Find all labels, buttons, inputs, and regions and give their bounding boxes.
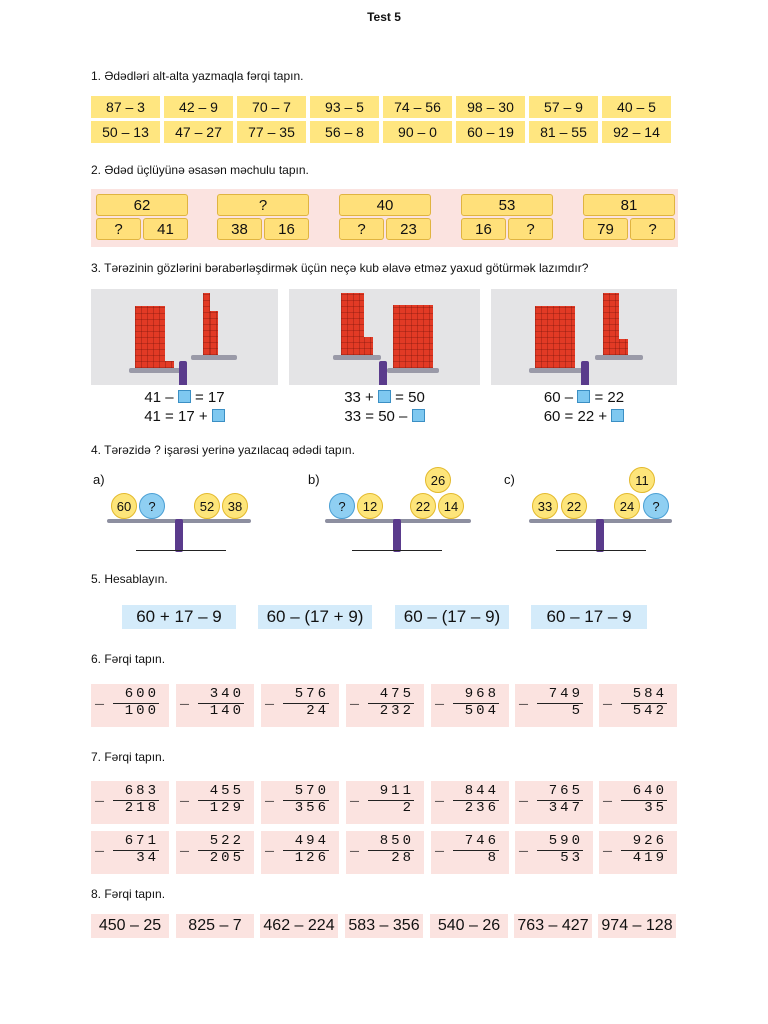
- minus-sign: _: [95, 788, 105, 805]
- triple-part: ?: [508, 218, 553, 240]
- minuend: 765: [548, 783, 583, 799]
- equation-text: 41 = 17 +: [144, 408, 208, 425]
- task-6-heading: 6. Fərqi tapın.: [91, 652, 166, 666]
- subtraction-card: [515, 781, 593, 824]
- subtraction-card: [346, 831, 424, 874]
- minus-sign: _: [350, 788, 360, 805]
- minus-sign: _: [435, 691, 445, 708]
- triple-part: 16: [461, 218, 506, 240]
- number-triple: [461, 194, 553, 240]
- minus-sign: _: [519, 691, 529, 708]
- subtraction-card: [261, 781, 339, 824]
- subtraction-card: [91, 831, 169, 874]
- balance-panel: [289, 289, 480, 428]
- equation-text: = 22: [594, 389, 625, 406]
- task-1-grid: [91, 96, 671, 143]
- part-label: b): [308, 472, 320, 487]
- equation-text: 60 = 22 +: [543, 408, 608, 425]
- unknown-ball: ?: [139, 493, 165, 519]
- minuend: 576: [294, 686, 329, 702]
- subtrahend: 53: [560, 850, 583, 866]
- subtraction-card: [599, 781, 677, 824]
- part-label: a): [93, 472, 105, 487]
- minuend: 640: [632, 783, 667, 799]
- expression-box: 60 + 17 – 9: [122, 605, 236, 629]
- equation-text: 41 –: [144, 389, 174, 406]
- page-title: Test 5: [367, 10, 401, 24]
- cube-stack: [165, 361, 174, 368]
- subtraction-card: [261, 831, 339, 874]
- minus-sign: _: [265, 691, 275, 708]
- scale-stand: [175, 519, 183, 552]
- subtraction-card: [91, 684, 169, 727]
- subtrahend: 2: [402, 800, 414, 816]
- number-ball: 52: [194, 493, 220, 519]
- task-2-heading: 2. Ədəd üçlüyünə əsasən məchulu tapın.: [91, 163, 309, 177]
- minus-sign: _: [95, 838, 105, 855]
- blank-box: [412, 409, 425, 422]
- cube-stack: [364, 337, 373, 355]
- expression-cell: 74 – 56: [383, 96, 452, 118]
- subtraction-card: [176, 684, 254, 727]
- triple-part: 16: [264, 218, 309, 240]
- triple-part: 38: [217, 218, 262, 240]
- expression-box: 825 – 7: [176, 914, 254, 938]
- cube-stack: [135, 306, 165, 368]
- subtrahend: 236: [464, 800, 499, 816]
- scale-pan: [191, 355, 237, 360]
- minus-sign: _: [603, 788, 613, 805]
- blank-box: [212, 409, 225, 422]
- expression-cell: 50 – 13: [91, 121, 160, 143]
- triple-part: 23: [386, 218, 431, 240]
- subtraction-card: [515, 831, 593, 874]
- minus-sign: _: [603, 838, 613, 855]
- scale-pan: [387, 368, 439, 373]
- subtraction-card: [176, 781, 254, 824]
- balance-panel: [491, 289, 677, 428]
- scale-pan: [529, 368, 587, 373]
- minus-sign: _: [180, 838, 190, 855]
- number-ball: 14: [438, 493, 464, 519]
- task-5-heading: 5. Hesablayın.: [91, 572, 168, 586]
- unknown-ball: ?: [643, 493, 669, 519]
- task-8-heading: 8. Fərqi tapın.: [91, 887, 166, 901]
- part-label: c): [504, 472, 515, 487]
- cube-stack: [203, 293, 210, 355]
- number-ball: 33: [532, 493, 558, 519]
- equation-text: = 17: [194, 389, 225, 406]
- minus-sign: _: [519, 788, 529, 805]
- expression-cell: 70 – 7: [237, 96, 306, 118]
- minus-sign: _: [265, 838, 275, 855]
- cube-stack: [603, 293, 619, 355]
- equation-text: 33 +: [344, 389, 374, 406]
- subtraction-card: [515, 684, 593, 727]
- cube-stack: [341, 293, 364, 355]
- blank-box: [611, 409, 624, 422]
- number-ball: 12: [357, 493, 383, 519]
- number-ball: 22: [561, 493, 587, 519]
- triple-part: ?: [339, 218, 384, 240]
- subtraction-card: [346, 684, 424, 727]
- minuend: 475: [379, 686, 414, 702]
- triple-part: ?: [630, 218, 675, 240]
- task-3-heading: 3. Tərəzinin gözlərini bərabərləşdirmək üçün neçə kub əlavə etməz yaxud götürmək lazımdır?: [91, 261, 589, 275]
- expression-box: 450 – 25: [91, 914, 169, 938]
- minuend: 584: [632, 686, 667, 702]
- triple-part: 41: [143, 218, 188, 240]
- triple-total: ?: [217, 194, 309, 216]
- subtraction-card: [599, 684, 677, 727]
- subtrahend: 129: [209, 800, 244, 816]
- triple-part: ?: [96, 218, 141, 240]
- subtraction-card: [346, 781, 424, 824]
- subtraction-card: [431, 684, 509, 727]
- minuend: 968: [464, 686, 499, 702]
- subtrahend: 419: [632, 850, 667, 866]
- expression-box: 60 – 17 – 9: [531, 605, 647, 629]
- scale-base: [556, 550, 646, 551]
- number-triple: [217, 194, 309, 240]
- subtraction-card: [261, 684, 339, 727]
- blank-box: [577, 390, 590, 403]
- number-triple: [583, 194, 675, 240]
- minuend: 671: [124, 833, 159, 849]
- number-ball: 24: [614, 493, 640, 519]
- subtrahend: 126: [294, 850, 329, 866]
- minus-sign: _: [95, 691, 105, 708]
- minus-sign: _: [180, 788, 190, 805]
- equation-box: [491, 385, 677, 428]
- expression-cell: 57 – 9: [529, 96, 598, 118]
- subtrahend: 8: [487, 850, 499, 866]
- minuend: 683: [124, 783, 159, 799]
- expression-box: 974 – 128: [598, 914, 676, 938]
- equation-text: = 50: [395, 389, 425, 406]
- task-1-heading: 1. Ədədləri alt-alta yazmaqla fərqi tapın.: [91, 69, 304, 83]
- subtraction-card: [176, 831, 254, 874]
- expression-box: 583 – 356: [345, 914, 423, 938]
- expression-box: 540 – 26: [430, 914, 508, 938]
- cube-stack: [535, 306, 575, 368]
- subtrahend: 28: [391, 850, 414, 866]
- scale-stand: [393, 519, 401, 552]
- subtrahend: 205: [209, 850, 244, 866]
- number-triple: [96, 194, 188, 240]
- expression-cell: 93 – 5: [310, 96, 379, 118]
- minuend: 522: [209, 833, 244, 849]
- expression-cell: 87 – 3: [91, 96, 160, 118]
- number-ball: 11: [629, 467, 655, 493]
- expression-box: 462 – 224: [260, 914, 338, 938]
- subtrahend: 5: [571, 703, 583, 719]
- expression-cell: 40 – 5: [602, 96, 671, 118]
- minuend: 746: [464, 833, 499, 849]
- number-ball: 38: [222, 493, 248, 519]
- subtraction-card: [431, 831, 509, 874]
- number-ball: 60: [111, 493, 137, 519]
- minus-sign: _: [435, 838, 445, 855]
- equation-text: 60 –: [543, 389, 574, 406]
- triple-part: 79: [583, 218, 628, 240]
- task-4-heading: 4. Tərəzidə ? işarəsi yerinə yazılacaq ədədi tapın.: [91, 443, 355, 457]
- minus-sign: _: [350, 691, 360, 708]
- minuend: 749: [548, 686, 583, 702]
- minuend: 926: [632, 833, 667, 849]
- minuend: 850: [379, 833, 414, 849]
- expression-cell: 56 – 8: [310, 121, 379, 143]
- unknown-ball: ?: [329, 493, 355, 519]
- equation-box: [91, 385, 278, 428]
- equation-text: 33 = 50 –: [344, 408, 408, 425]
- task-7-heading: 7. Fərqi tapın.: [91, 750, 166, 764]
- expression-cell: 92 – 14: [602, 121, 671, 143]
- subtrahend: 356: [294, 800, 329, 816]
- expression-cell: 98 – 30: [456, 96, 525, 118]
- subtrahend: 140: [209, 703, 244, 719]
- minuend: 455: [209, 783, 244, 799]
- minuend: 590: [548, 833, 583, 849]
- minus-sign: _: [265, 788, 275, 805]
- expression-cell: 42 – 9: [164, 96, 233, 118]
- subtrahend: 100: [124, 703, 159, 719]
- minus-sign: _: [435, 788, 445, 805]
- subtrahend: 347: [548, 800, 583, 816]
- subtrahend: 542: [632, 703, 667, 719]
- minuend: 911: [379, 783, 414, 799]
- expression-box: 763 – 427: [514, 914, 592, 938]
- expression-cell: 60 – 19: [456, 121, 525, 143]
- subtrahend: 34: [136, 850, 159, 866]
- blank-box: [378, 390, 391, 403]
- subtrahend: 504: [464, 703, 499, 719]
- minus-sign: _: [180, 691, 190, 708]
- minuend: 844: [464, 783, 499, 799]
- triple-total: 53: [461, 194, 553, 216]
- minuend: 494: [294, 833, 329, 849]
- subtrahend: 232: [379, 703, 414, 719]
- triple-total: 62: [96, 194, 188, 216]
- scale-base: [352, 550, 442, 551]
- triple-total: 81: [583, 194, 675, 216]
- cube-stack: [393, 305, 433, 368]
- scale-pan: [595, 355, 643, 360]
- subtrahend: 24: [306, 703, 329, 719]
- subtraction-card: [599, 831, 677, 874]
- minus-sign: _: [603, 691, 613, 708]
- minus-sign: _: [350, 838, 360, 855]
- number-triple: [339, 194, 431, 240]
- expression-cell: 47 – 27: [164, 121, 233, 143]
- scale-base: [136, 550, 226, 551]
- scale-stand: [596, 519, 604, 552]
- cube-stack: [619, 339, 628, 355]
- subtrahend: 218: [124, 800, 159, 816]
- expression-box: 60 – (17 – 9): [395, 605, 509, 629]
- number-ball: 26: [425, 467, 451, 493]
- subtrahend: 35: [644, 800, 667, 816]
- triple-total: 40: [339, 194, 431, 216]
- expression-cell: 77 – 35: [237, 121, 306, 143]
- minus-sign: _: [519, 838, 529, 855]
- minuend: 340: [209, 686, 244, 702]
- task-2-strip: [91, 189, 678, 247]
- minuend: 570: [294, 783, 329, 799]
- subtraction-card: [91, 781, 169, 824]
- scale-pan: [333, 355, 381, 360]
- balance-panel: [91, 289, 278, 428]
- equation-box: [289, 385, 480, 428]
- number-ball: 22: [410, 493, 436, 519]
- blank-box: [178, 390, 191, 403]
- expression-cell: 81 – 55: [529, 121, 598, 143]
- minuend: 600: [124, 686, 159, 702]
- subtraction-card: [431, 781, 509, 824]
- cube-stack: [210, 311, 218, 355]
- expression-box: 60 – (17 + 9): [258, 605, 372, 629]
- expression-cell: 90 – 0: [383, 121, 452, 143]
